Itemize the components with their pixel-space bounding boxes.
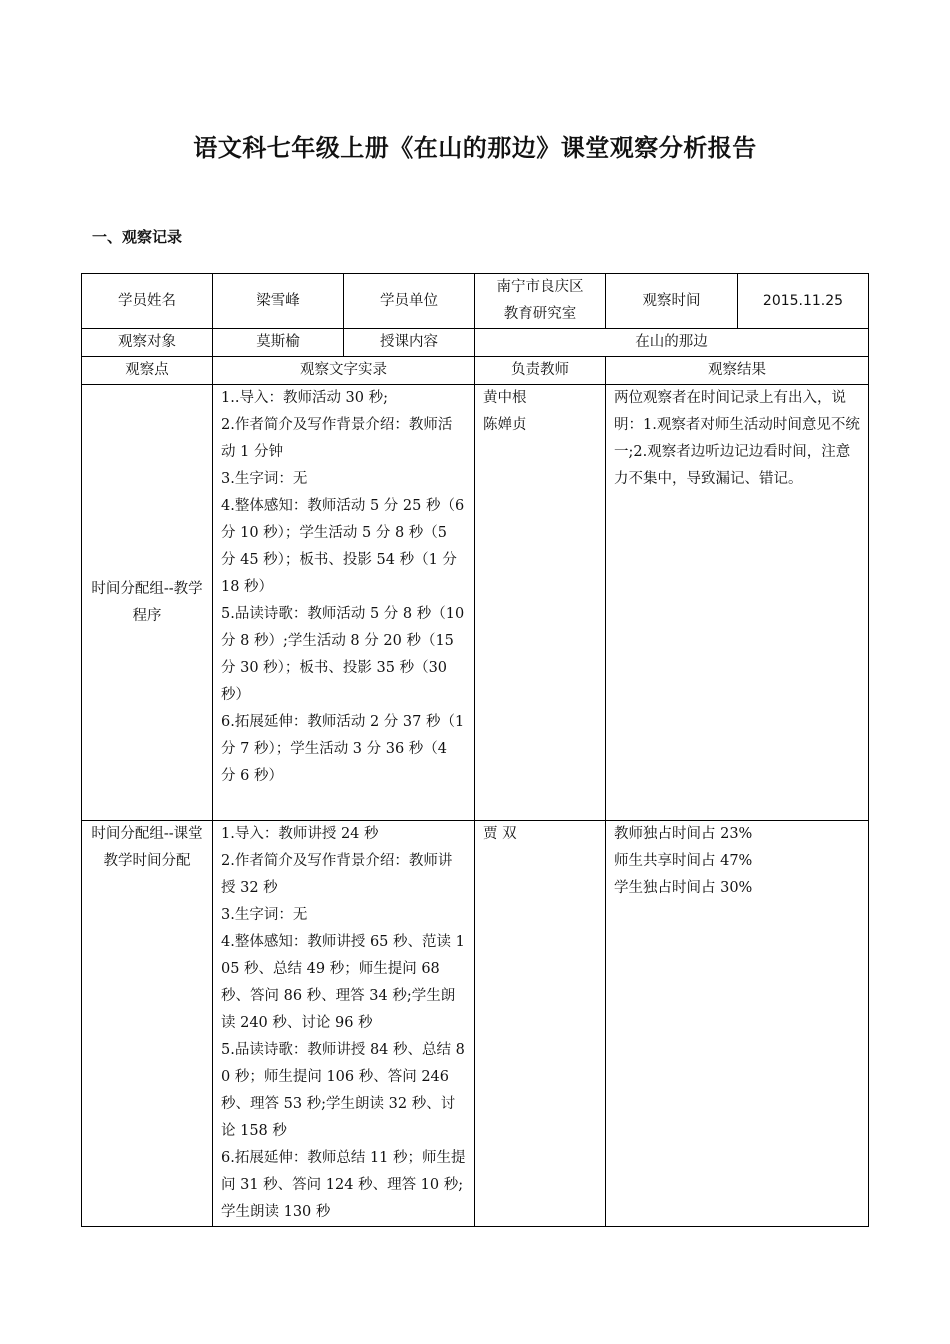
unit-value (475, 274, 606, 329)
header-record: 观察文字实录 (213, 357, 475, 385)
table-row (82, 821, 869, 1227)
teacher-name: 黄中根 (483, 390, 527, 406)
record-line: 2.作者简介及写作背景介绍：教师活动 1 分钟 (221, 417, 453, 460)
table-row (82, 329, 869, 357)
record-line: 3.生字词：无 (221, 907, 308, 923)
result-line: 师生共享时间占 47% (614, 853, 753, 869)
observation-table (81, 273, 869, 1227)
time-value: 2015.11.25 (738, 274, 869, 329)
target-label: 观察对象 (82, 329, 213, 357)
record-line: 4.整体感知：教师讲授 65 秒、范读 105 秒、总结 49 秒；师生提问 68 秒、答问 86 秒、理答 34 秒;学生朗读 240 秒、讨论 96 秒 (221, 934, 465, 1031)
unit-value-line: 南宁市良庆区 (496, 279, 584, 295)
record-line: 4.整体感知：教师活动 5 分 25 秒（6 分 10 秒）；学生活动 5 分 8 秒（5 分 45 秒）；板书、投影 54 秒（1 分 18 秒） (221, 498, 465, 595)
result-line: 学生独占时间占 30% (614, 880, 753, 896)
result-line: 教师独占时间占 23% (614, 826, 753, 842)
record-line: 1..导入：教师活动 30 秒; (221, 390, 388, 406)
observation-point: 时间分配组--课堂教学时间分配 (82, 821, 213, 1227)
report-title: 语文科七年级上册《在山的那边》课堂观察分析报告 (193, 134, 757, 162)
header-result: 观察结果 (606, 357, 869, 385)
responsible-teachers (475, 821, 606, 1227)
unit-label: 学员单位 (344, 274, 475, 329)
observation-record (213, 821, 475, 1227)
content-label: 授课内容 (344, 329, 475, 357)
teacher-name: 陈婵贞 (483, 417, 527, 433)
observation-record (213, 385, 475, 821)
unit-value-line: 教育研究室 (503, 306, 577, 322)
observation-result (606, 821, 869, 1227)
record-line: 5.品读诗歌：教师讲授 84 秒、总结 80 秒；师生提问 106 秒、答问 246 秒、理答 53 秒;学生朗读 32 秒、讨论 158 秒 (221, 1042, 465, 1139)
observation-result: 两位观察者在时间记录上有出入，说明：1.观察者对师生活动时间意见不统一;2.观察者边听边记边看时间，注意力不集中，导致漏记、错记。 (606, 385, 869, 821)
time-label: 观察时间 (606, 274, 738, 329)
table-row (82, 274, 869, 329)
header-point: 观察点 (82, 357, 213, 385)
teacher-name: 贾 双 (483, 826, 517, 842)
name-label: 学员姓名 (82, 274, 213, 329)
name-value: 梁雪峰 (213, 274, 344, 329)
table-row (82, 385, 869, 821)
record-line: 5.品读诗歌：教师活动 5 分 8 秒（10 分 8 秒）;学生活动 8 分 20 秒（15 分 30 秒）；板书、投影 35 秒（30 秒） (221, 606, 465, 703)
record-line: 6.拓展延伸：教师总结 11 秒；师生提问 31 秒、答问 124 秒、理答 10 秒;学生朗读 130 秒 (221, 1150, 466, 1220)
record-line: 6.拓展延伸：教师活动 2 分 37 秒（1 分 7 秒）；学生活动 3 分 36 秒（4 分 6 秒） (221, 714, 465, 784)
record-line: 2.作者简介及写作背景介绍：教师讲授 32 秒 (221, 853, 453, 896)
section-heading: 一、观察记录 (92, 228, 183, 246)
target-value: 莫斯榆 (213, 329, 344, 357)
header-teacher: 负责教师 (475, 357, 606, 385)
content-value: 在山的那边 (475, 329, 869, 357)
record-line: 1.导入：教师讲授 24 秒 (221, 826, 379, 842)
table-header-row (82, 357, 869, 385)
observation-point: 时间分配组--教学程序 (82, 385, 213, 821)
record-line: 3.生字词：无 (221, 471, 308, 487)
responsible-teachers (475, 385, 606, 821)
